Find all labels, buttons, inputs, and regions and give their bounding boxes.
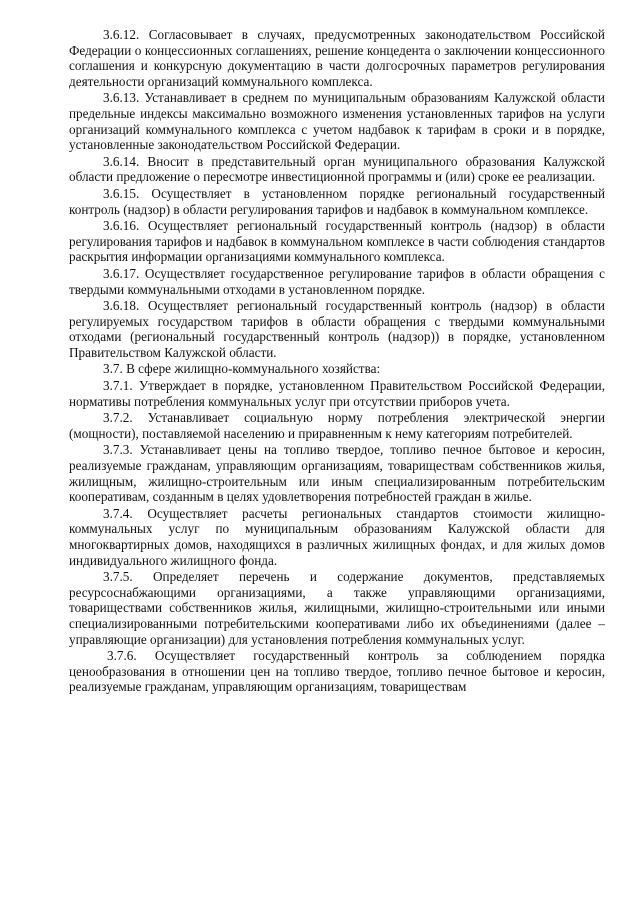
paragraph-3-6-17: 3.6.17. Осуществляет государственное регулирование тарифов в области обращения с твердыми коммунальными отходами в установленном порядке.	[69, 265, 605, 297]
paragraph-3-7-2: 3.7.2. Устанавливает социальную норму потребления электрической энергии (мощности), поставляемой населению и приравненным к нему категориям потребителей.	[69, 410, 605, 441]
paragraph-3-7-1: 3.7.1. Утверждает в порядке, установленном Правительством Российской Федерации, нормативы потребления коммунальных услуг при отсутствии приборов учета.	[69, 378, 605, 409]
paragraph-3-6-14: 3.6.14. Вносит в представительный орган муниципального образования Калужской области предложение о пересмотре инвестиционной программы и (или) сроке ее реализации.	[69, 153, 605, 185]
paragraph-3-6-16: 3.6.16. Осуществляет региональный государственный контроль (надзор) в области регулирования тарифов и надбавок в коммунальном комплексе в части соблюдения стандартов раскрытия информации организациями коммунального комплекса.	[69, 218, 605, 265]
document-page	[69, 27, 605, 695]
paragraph-3-7-6: 3.7.6. Осуществляет государственный контроль за соблюдением порядка ценообразования в отношении цен на топливо твердое, топливо печное бытовое и керосин, реализуемые гражданам, управляющим организациям, товариществам	[69, 648, 605, 695]
section-heading-3-7: 3.7. В сфере жилищно-коммунального хозяйства:	[103, 361, 381, 377]
paragraph-3-7-3: 3.7.3. Устанавливает цены на топливо твердое, топливо печное бытовое и керосин, реализуемые гражданам, управляющим организациям, товариществам собственников жилья, жилищным, жилищно-строительным или иным специализированным потребительским кооперативам, созданным в целях удовлетворения потребностей граждан в жилье.	[69, 442, 605, 505]
paragraph-3-7-4: 3.7.4. Осуществляет расчеты региональных стандартов стоимости жилищно-коммунальных услуг по муниципальным образованиям Калужской области для многоквартирных домов, находящихся в различных жилищных фондах, и для жилых домов индивидуального жилищного фонда.	[69, 505, 605, 568]
paragraph-3-6-18: 3.6.18. Осуществляет региональный государственный контроль (надзор) в области регулируемых государством тарифов в области обращения с твердыми коммунальными отходами (региональный государственный контроль (надзор)) в порядке, установленном Правительством Калужской области.	[69, 298, 605, 360]
paragraph-3-7-5: 3.7.5. Определяет перечень и содержание документов, представляемых ресурсоснабжающими организациями, а также управляющими организациями, товариществами собственников жилья, жилищными, жилищно-строительными или иными специализированными потребительскими кооперативами либо их объединениями (далее – управляющие организации) для установления потребления коммунальных услуг.	[69, 569, 605, 647]
paragraph-3-6-12: 3.6.12. Согласовывает в случаях, предусмотренных законодательством Российской Федерации о концессионных соглашениях, решение концедента о заключении концессионного соглашения и конкурсную документацию в части долгосрочных параметров регулирования деятельности организаций коммунального комплекса.	[69, 27, 605, 89]
paragraph-3-6-15: 3.6.15. Осуществляет в установленном порядке региональный государственный контроль (надзор) в области регулирования тарифов и надбавок в коммунальном комплексе.	[69, 185, 605, 217]
paragraph-3-6-13: 3.6.13. Устанавливает в среднем по муниципальным образованиям Калужской области предельные индексы максимально возможного изменения установленных тарифов на услуги организаций коммунального комплекса с учетом надбавок к тарифам в сроки и в порядке, установленные законодательством Российской Федерации.	[69, 90, 605, 153]
